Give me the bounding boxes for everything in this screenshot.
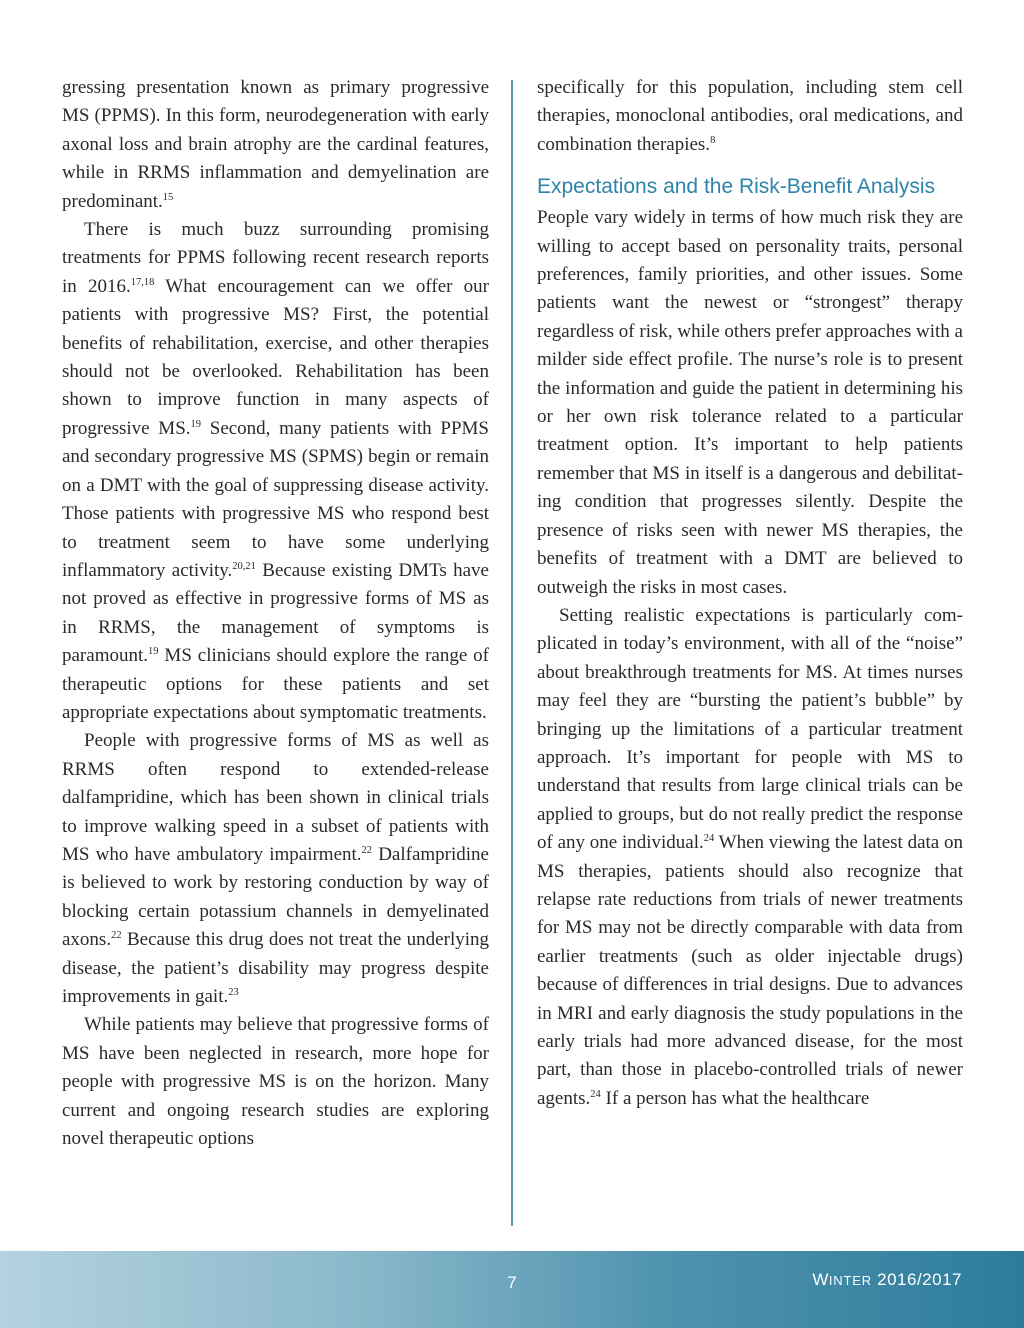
body-paragraph: People with progressive forms of MS as well as RRMS often respond to extended-release dalfampridine, which has been shown in clinical trials to improve walking speed in a subset of patients with MS who have ambulatory impairment.$^{22}$ Dalfampridine is believed to work by restoring conduction by way of blocking certain potassium channels in demyelinated axons.$^{22}$ Because this drug does not treat the underlying disease, the patient’s disability may progress despite improvements in gait.$^{23}$: [62, 730, 489, 1007]
body-paragraph: While patients may believe that progressive forms of MS have been neglected in research, more hope for people with progressive MS is on the horizon. Many current and ongoing research studies are exploring novel therapeutic options: [62, 1014, 489, 1150]
citation-superscript: 19: [190, 418, 202, 430]
body-paragraph: specifically for this population, including stem cell therapies, monoclonal antibodies, oral medications, and combination therapies.$^8$: [537, 77, 963, 155]
citation-superscript: 8: [710, 134, 716, 146]
issue-label: [812, 1270, 962, 1290]
right-column: [537, 74, 963, 1113]
left-column: [62, 74, 489, 1153]
citation-superscript: 20,21: [232, 560, 256, 572]
body-paragraph: People vary widely in terms of how much risk they are willing to accept based on personality traits, personal preferences, family priorities, and other issues. Some patients want the newest or “strongest” therapy regardless of risk, while others prefer approaches with a milder side effect profile. The nurse’s role is to present the information and guide the patient in determining his or her own risk tolerance related to a particular treatment option. It’s important to help patients remember that MS in itself is a dangerous and debilitating condition that progresses silently. Despite the presence of risks seen with newer MS therapies, the benefits of treatment with a DMT are believed to outweigh the risks in most cases.: [537, 207, 963, 598]
citation-superscript: 24: [590, 1088, 601, 1100]
citation-superscript: 22: [111, 930, 122, 942]
issue-season: WINTER: [812, 1270, 872, 1289]
citation-superscript: 24: [703, 833, 715, 845]
citation-superscript: 19: [148, 646, 159, 658]
body-paragraph: There is much buzz surrounding promising treatments for PPMS following recent research reports in 2016.$^{17,18}$ What encouragement can we offer our patients with progressive MS? First, the potential benefits of rehabilitation, exercise, and other therapies should not be overlooked. Rehabilitation has been shown to improve function in many aspects of progressive MS.$^{19}$ Second, many patients with PPMS and secondary progressive MS (SPMS) begin or remain on a DMT with the goal of suppressing disease activity. Those patients with progressive MS who respond best to treatment seem to have some underlying inflammatory activity.$^{20,21}$ Because existing DMTs have not proved as effective in progressive forms of MS as in RRMS, the management of symptoms is paramount.$^{19}$ MS clinicians should explore the range of therapeutic options for these patients and set appropriate expectations about symptomatic treatments.: [62, 219, 490, 723]
footer-band: [0, 1251, 1024, 1328]
body-paragraph: Setting realistic expectations is particularly complicated in today’s environment, with all of the “noise” about breakthrough treatments for MS. At times nurses may feel they are “bursting the patient’s bubble” by bringing up the limitations of a particular treatment approach. It’s important for people with MS to understand that results from large clinical trials can be applied to groups, but do not really predict the response of any one individual.$^{24}$ When viewing the latest data on MS therapies, patients should also recognize that relapse rate reductions from trials of newer treatments for MS may not be directly comparable with data from earlier treatments (such as older injectable drugs) because of differences in trial designs. Due to advances in MRI and early diagnosis the study populations in the early trials had more advanced disease, for the most part, than those in placebo-controlled trials of newer agents.$^{24}$ If a person has what the healthcare: [537, 604, 963, 1109]
section-heading: Expectations and the Risk-Benefit Analysis: [537, 175, 936, 199]
citation-superscript: 23: [228, 987, 239, 998]
page-number: 7: [507, 1273, 517, 1292]
body-paragraph: gressing presentation known as primary progressive MS (PPMS). In this form, neurodegeneration with early axonal loss and brain atrophy are the cardinal features, while in RRMS inflammation and demyelination are predominant.$^{15}$: [62, 77, 489, 212]
citation-superscript: 17,18: [130, 276, 155, 288]
issue-years: 2016/2017: [877, 1270, 962, 1289]
column-divider: [511, 80, 513, 1226]
citation-superscript: 15: [162, 191, 174, 203]
citation-superscript: 22: [361, 844, 373, 856]
